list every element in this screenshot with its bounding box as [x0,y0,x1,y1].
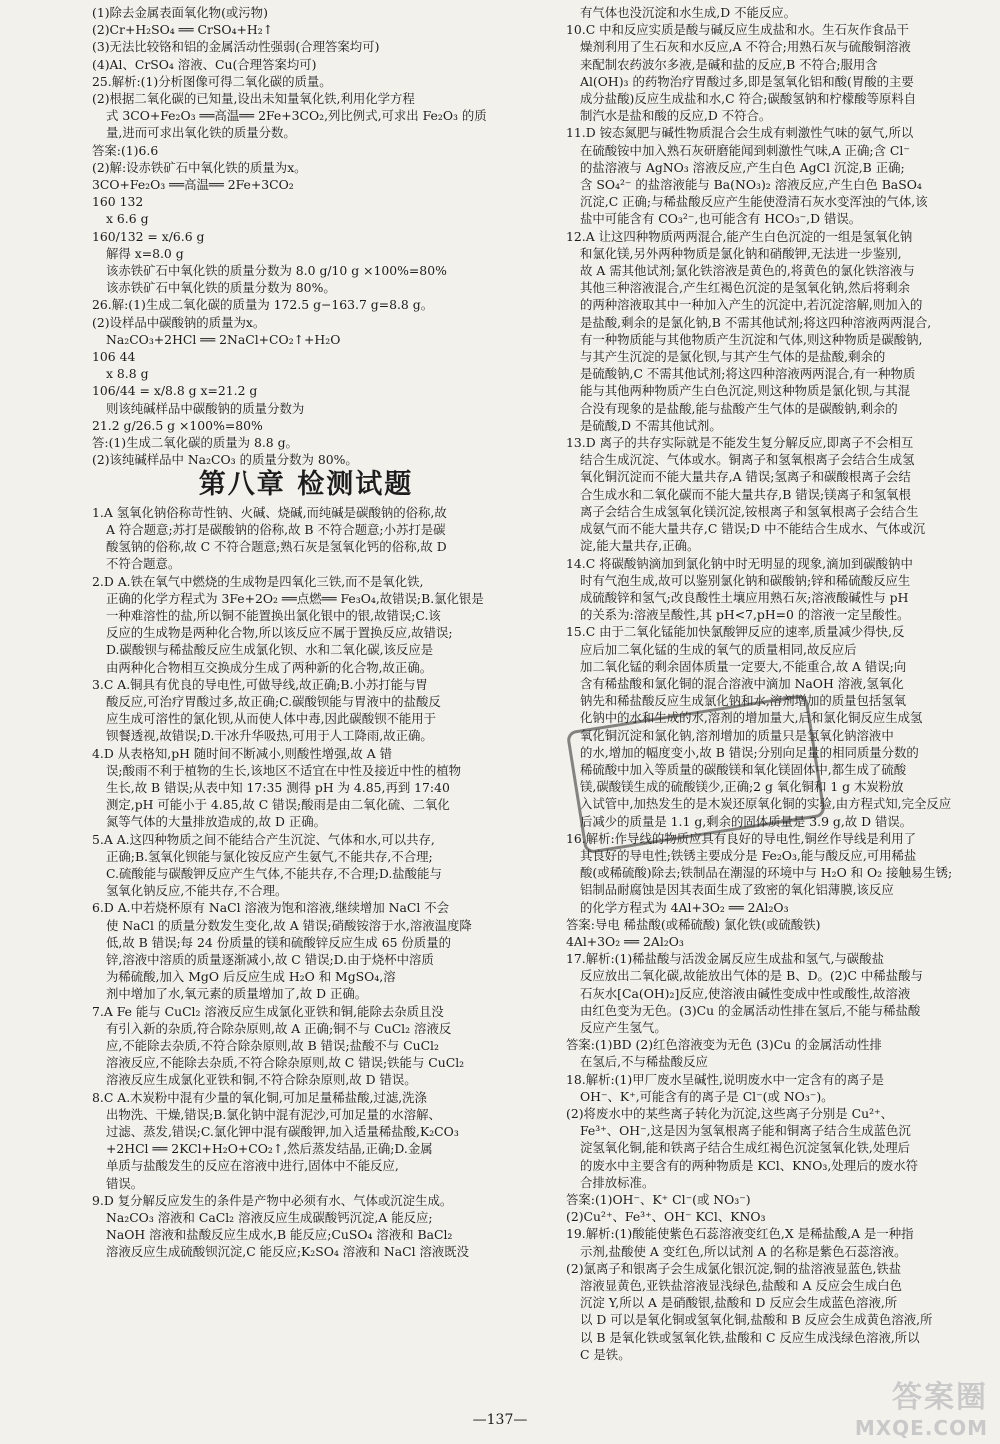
text-line: +2HCl ══ 2KCl+H₂O+CO₂↑,然后蒸发结晶,正确;D.金属 [106,1141,433,1157]
text-line: 由红色变为无色。(3)Cu 的金属活动性排在氢后,不能与稀盐酸 [580,1002,921,1018]
text-line: 量,进而可求出氧化铁的质量分数。 [106,125,296,141]
text-line: 稀硫酸中加入等质量的碳酸镁和氧化镁固体中,都生成了硫酸 [580,761,907,777]
text-line: 入试管中,加热发生的是木炭还原氧化铜的实验,由方程式知,完全反应 [580,796,952,812]
text-line: 与其产生沉淀的是氯化钡,与其产生气体的是盐酸,剩余的 [580,349,886,365]
text-line: 其良好的导电性;铁锈主要成分是 Fe₂O₃,能与酸反应,可用稀盐 [580,847,917,863]
text-line: 反应的生成物是两种化合物,所以该反应不属于置换反应,故错误; [106,625,453,641]
text-line: C 是铁。 [580,1346,631,1362]
text-line: 的盐溶液与 AgNO₃ 溶液反应,产生白色 AgCl 沉淀,B 正确; [580,159,905,175]
text-line: 一种难溶性的盐,所以铜不能置换出氯化银中的银,故错误;C.该 [106,607,441,623]
text-line: 10.C 中和反应实质是酸与碱反应生成盐和水。生石灰作食品干 [566,22,909,38]
text-line: 氧化铜沉淀而不能大量共存,A 错误;氢离子和碳酸根离子会结 [580,469,911,485]
text-line: (1)除去金属表面氧化物(或污物) [92,5,268,20]
text-line: 在氢后,不与稀盐酸反应 [580,1054,708,1070]
text-line: 误;酸雨不利于植物的生长,该地区不适宜在中性及接近中性的植物 [106,762,462,778]
text-line: 过滤、蒸发,错误;C.氯化钾中混有碳酸钾,加入适量稀盐酸,K₂CO₃ [106,1124,459,1139]
text-line: 成分盐酸)反应生成盐和水,C 符合;碳酸氢钠和柠檬酸等原料自 [580,91,917,107]
text-line: 溶液反应生成氯化亚铁和铜,不符合除杂原则,故 D 错误。 [106,1072,417,1088]
text-line: 14.C 将碳酸钠滴加到氯化钠中时无明显的现象,滴加到碳酸钠中 [566,555,913,571]
text-line: 淀氢氧化铜,能和铁离子结合生成红褐色沉淀氢氧化铁,处理后 [580,1140,911,1156]
text-line: 是盐酸,剩余的是氯化钠,B 不需其他试剂;将这四种溶液两两混合, [580,314,932,330]
text-line: 应后加二氧化锰的生成的氧气的质量相同,故反应后 [580,641,857,657]
text-line: 镁,碳酸镁生成的硫酸镁少,正确;2 g 氧化铜和 1 g 木炭粉放 [580,779,904,795]
text-line: 含 SO₄²⁻ 的盐溶液能与 Ba(NO₃)₂ 溶液反应,产生白色 BaSO₄ [580,177,922,193]
text-line: 的废水中主要含有的两种物质是 KCl、KNO₃,处理后的废水符 [580,1157,919,1173]
text-line: 错误。 [106,1175,144,1191]
text-line: 式 3CO+Fe₂O₃ ══高温══ 2Fe+3CO₂,列比例式,可求出 Fe₂O₃ 的质 [106,108,487,124]
text-line: x 6.6 g [106,211,149,227]
text-line: 反应放出二氧化碳,故能放出气体的是 B、D。(2)C 中稀盐酸与 [580,968,923,984]
text-line: (2)该纯碱样品中 Na₂CO₃ 的质量分数为 80%。 [92,452,358,468]
text-line: 应,不能除去杂质,不符合除杂原则,故 B 错误;盐酸不与 CuCl₂ [106,1037,439,1053]
text-line: OH⁻、K⁺,可能含有的离子是 Cl⁻(或 NO₃⁻)。 [580,1088,834,1104]
text-line: 示剂,盐酸使 A 变红色,所以试剂 A 的名称是紫色石蕊溶液。 [580,1243,907,1259]
right-answers [566,4,978,1363]
text-line: 沉淀,C 正确;与稀盐酸反应产生能使澄清石灰水变浑浊的气体,该 [580,194,928,210]
text-line: 酸反应,可治疗胃酸过多,故正确;C.碳酸钡能与胃液中的盐酸反 [106,693,441,709]
text-line: 燥剂利用了生石灰和水反应,A 不符合;用熟石灰与硫酸铜溶液 [580,39,911,55]
text-line: 测定,pH 可能小于 4.85,故 C 错误;酸雨是由二氧化硫、二氧化 [106,797,450,813]
text-line: 的两种溶液取其中一种加入产生的沉淀中,若沉淀溶解,则加入的 [580,297,923,313]
text-line: 有一种物质能与其他物质产生沉淀和气体,则这种物质是碳酸钠, [580,331,923,347]
text-line: 合生成水和二氧化碳而不能大量共存,B 错误;镁离子和氢氧根 [580,486,911,502]
text-line: 8.C A.木炭粉中混有少量的氧化铜,可加足量稀盐酸,过滤,洗涤 [92,1089,427,1105]
text-line: 该赤铁矿石中氧化铁的质量分数为 8.0 g/10 g ×100%=80% [106,263,447,279]
text-line: 是硫酸钠,C 不需其他试剂;将这四种溶液两两混合,有一种物质 [580,366,916,382]
text-line: 12.A 让这四种物质两两混合,能产生白色沉淀的一组是氢氧化钠 [566,228,913,244]
text-line: 故 A 需其他试剂;氯化铁溶液是黄色的,将黄色的氯化铁溶液与 [580,263,915,279]
text-line: 5.A A.这四种物质之间不能结合产生沉淀、气体和水,可以共存, [92,831,435,847]
text-line: 低,故 B 错误;每 24 份质量的镁和硫酸锌反应生成 65 份质量的 [106,934,451,950]
text-line: 的化学方程式为 4Al+3O₂ ══ 2Al₂O₃ [580,899,789,915]
text-line: (2)氯离子和银离子会生成氯化银沉淀,铜的盐溶液显蓝色,铁盐 [566,1260,902,1276]
text-line: 铝制品耐腐蚀是因其表面生成了致密的氧化铝薄膜,该反应 [580,882,894,898]
text-line: (2)解:设赤铁矿石中氧化铁的质量为x。 [92,159,307,175]
text-line: Na₂CO₃+2HCl ══ 2NaCl+CO₂↑+H₂O [106,331,341,347]
text-line: 25.解析:(1)分析图像可得二氧化碳的质量。 [92,73,332,89]
text-line: 钠先和稀盐酸反应生成氯化钠和水,溶剂增加的质量包括氢氧 [580,693,907,709]
text-line: 淀,能大量共存,正确。 [580,538,700,554]
text-line: 溶液反应,不能除去杂质,不符合除杂原则,故 C 错误;铁能与 CuCl₂ [106,1055,465,1071]
text-line: 由两种化合物相互交换成分生成了两种新的化合物,故正确。 [106,659,433,675]
text-line: 和氯化镁,另外两种物质是氯化钠和硝酸钾,无法进一步鉴别, [580,245,902,261]
text-line: Al(OH)₃ 的药物治疗胃酸过多,即是氢氧化铝和酸(胃酸的主要 [580,73,914,89]
text-line: 18.解析:(1)甲厂废水呈碱性,说明废水中一定含有的离子是 [566,1071,884,1087]
text-line: 溶液显黄色,亚铁盐溶液显浅绿色,盐酸和 A 反应会生成白色 [580,1278,903,1294]
text-line: 以 B 是氧化铁或氢氧化铁,盐酸和 C 反应生成浅绿色溶液,所以 [580,1329,920,1345]
text-line: 106 44 [92,349,136,365]
text-line: x 8.8 g [106,366,149,382]
text-line: (2)根据二氧化碳的已知量,设出未知量氧化铁,利用化学方程 [92,91,415,107]
text-line: 结合生成沉淀、气体或水。铜离子和氢氧根离子会结合生成氢 [580,452,915,468]
text-line: 160/132 = x/6.6 g [92,228,205,244]
text-line: 盐中可能含有 CO₃²⁻,也可能含有 HCO₃⁻,D 错误。 [580,211,862,227]
text-line: 13.D 离子的共存实际就是不能发生复分解反应,即离子不会相互 [566,435,914,451]
text-line: 答案:(1)6.6 [92,142,159,158]
text-line: D.碳酸钡与稀盐酸反应生成氯化钡、水和二氧化碳,该反应是 [106,642,434,658]
text-line: 溶液反应生成硫酸钡沉淀,C 能反应;K₂SO₄ 溶液和 NaCl 溶液既没 [106,1244,470,1260]
text-line: 解得 x=8.0 g [106,245,184,261]
page-number: —137— [472,1412,528,1428]
text-line: 答案:(1)BD (2)红色溶液变为无色 (3)Cu 的金属活动性排 [566,1037,882,1053]
text-line: 26.解:(1)生成二氧化碳的质量为 172.5 g−163.7 g=8.8 g。 [92,297,434,313]
text-line: 有气体也没沉淀和水生成,D 不能反应。 [580,5,797,20]
text-line: 成硫酸锌和氢气;改良酸性土壤应用熟石灰;溶液酸碱性与 pH [580,589,909,605]
text-line: 单质与盐酸发生的反应在溶液中进行,固体中不能反应, [106,1158,399,1174]
text-line: 石灰水[Ca(OH)₂]反应,使溶液由碱性变成中性或酸性,故溶液 [580,985,911,1001]
left-column [92,4,520,1261]
left-answers-part1 [92,4,520,468]
right-column [566,4,978,1363]
text-line: 则该纯碱样品中碳酸钠的质量分数为 [106,400,305,416]
text-line: 离子会结合生成氢氧化镁沉淀,铵根离子和氢氧根离子会结合生 [580,503,919,519]
text-line: 成氨气而不能大量共存,C 错误;D 中不能结合生成水、气体或沉 [580,521,926,537]
watermark-logo-text: 答案圈 [892,1380,988,1415]
text-line: 使 NaCl 的质量分数发生变化,故 A 错误;硝酸铵溶于水,溶液温度降 [106,917,472,933]
text-line: 9.D 复分解反应发生的条件是产物中必须有水、气体或沉淀生成。 [92,1192,453,1208]
text-line: 2.D A.铁在氧气中燃烧的生成物是四氧化三铁,而不是氧化铁, [92,573,424,589]
text-line: 后减少的质量是 1.1 g,剩余的固体质量是 3.9 g,故 D 错误。 [580,813,913,829]
text-line: NaOH 溶液和盐酸反应生成水,B 能反应;CuSO₄ 溶液和 BaCl₂ [106,1227,453,1243]
text-line: 酸(或稀硫酸)除去;铁制品在潮湿的环境中与 H₂O 和 O₂ 接触易生锈; [580,865,953,881]
watermark-url: MXQE.COM [854,1416,988,1440]
text-line: 答案:导电 稀盐酸(或稀硫酸) 氯化铁(或硫酸铁) [566,916,821,932]
text-line: Na₂CO₃ 溶液和 CaCl₂ 溶液反应生成碳酸钙沉淀,A 能反应; [106,1210,433,1226]
text-line: (2)将废水中的某些离子转化为沉淀,这些离子分别是 Cu²⁺、 [566,1106,893,1121]
text-line: 答案:(1)OH⁻、K⁺ Cl⁻(或 NO₃⁻) [566,1192,751,1208]
text-line: 3CO+Fe₂O₃ ══高温══ 2Fe+3CO₂ [92,177,294,193]
left-answers-part2 [92,504,520,1261]
text-line: 合排放标准。 [580,1174,655,1190]
text-line: 16.解析:作导线的物质应具有良好的导电性,铜丝作导线是利用了 [566,830,916,846]
text-line: 应生成可溶性的氯化钡,从而使人体中毒,因此碳酸钡不能用于 [106,711,437,727]
text-line: 不符合题意。 [106,556,181,572]
text-line: 其他三种溶液混合,产生红褐色沉淀的是氢氧化钠,然后将剩余 [580,280,911,296]
text-line: Fe³⁺、OH⁻,这是因为氢氧根离子能和铜离子结合生成蓝色沉 [580,1123,911,1139]
text-line: 酸氢钠的俗称,故 C 不符合题意;熟石灰是氢氧化钙的俗称,故 D [106,539,447,555]
text-line: 为稀硫酸,加入 MgO 后反应生成 H₂O 和 MgSO₄,溶 [106,969,396,985]
text-line: 锌,溶液中溶质的质量逐渐减小,故 C 错误;D.由于烧杯中溶质 [106,951,434,967]
text-line: 17.解析:(1)稀盐酸与活泼金属反应生成盐和氢气,与碳酸盐 [566,951,884,967]
text-line: 来配制农药波尔多液,是碱和盐的反应,B 不符合;服用含 [580,56,878,72]
text-line: A 符合题意;苏打是碳酸钠的俗称,故 B 不符合题意;小苏打是碳 [106,521,446,537]
text-line: 正确的化学方程式为 3Fe+2O₂ ══点燃══ Fe₃O₄,故错误;B.氯化银是 [106,590,484,606]
text-line: 4.D 从表格知,pH 随时间不断减小,则酸性增强,故 A 错 [92,745,393,761]
text-line: 以 D 可以是氧化铜或氢氧化铜,盐酸和 B 反应会生成黄色溶液,所 [580,1312,933,1328]
text-line: 160 132 [92,194,144,210]
text-line: 的水,增加的幅度变小,故 B 错误;分别向足量的相同质量分数的 [580,744,919,760]
text-line: 1.A 氢氧化钠俗称苛性钠、火碱、烧碱,而纯碱是碳酸钠的俗称,故 [92,504,447,520]
text-line: 沉淀 Y,所以 A 是硝酸银,盐酸和 D 反应会生成蓝色溶液,所 [580,1295,898,1311]
text-line: 106/44 = x/8.8 g x=21.2 g [92,383,258,399]
text-line: 出物洗、干燥,错误;B.氯化钠中混有泥沙,可加足量的水溶解、 [106,1106,441,1122]
text-line: 生长,故 B 错误;从表中知 17:35 测得 pH 为 4.85,再到 17:40 [106,779,450,795]
text-line: 3.C A.铜具有优良的导电性,可做导线,故正确;B.小苏打能与胃 [92,676,428,692]
text-line: 7.A Fe 能与 CuCl₂ 溶液反应生成氯化亚铁和铜,能除去杂质且没 [92,1003,444,1019]
chapter-title: 第八章 检测试题 [198,469,414,501]
text-line: 4Al+3O₂ ══ 2Al₂O₃ [566,933,684,949]
text-line: 加二氧化锰的剩余固体质量一定要大,不能重合,故 A 错误;向 [580,658,907,674]
text-line: 制汽水是盐和酸的反应,D 不符合。 [580,108,772,124]
text-line: 能与其他两种物质产生白色沉淀,则这种物质是氯化钡,与其混 [580,383,911,399]
text-line: (2)Cr+H₂SO₄ ══ CrSO₄+H₂↑ [92,22,274,38]
text-line: 剂中增加了水,氧元素的质量增加了,故 D 正确。 [106,986,368,1002]
text-line: 在硫酸铵中加入熟石灰研磨能闻到刺激性气味,A 正确;含 Cl⁻ [580,142,910,158]
text-line: 答:(1)生成二氧化碳的质量为 8.8 g。 [92,435,298,451]
text-line: (4)Al、CrSO₄ 溶液、Cu(合理答案均可) [92,56,317,72]
text-line: 19.解析:(1)酸能使紫色石蕊溶液变红色,X 是稀盐酸,A 是一种指 [566,1226,914,1242]
text-line: 氮等气体的大量排放造成的,故 D 正确。 [106,814,326,830]
text-line: 有引入新的杂质,符合除杂原则,故 A 正确;铜不与 CuCl₂ 溶液反 [106,1020,452,1036]
text-line: (3)无法比较铬和铝的金属活动性强弱(合理答案均可) [92,39,380,55]
text-line: 钡餐透视,故错误;D.干冰升华吸热,可用于人工降雨,故正确。 [106,728,433,744]
text-line: C.硫酸能与碳酸钾反应产生气体,不能共存,不合理;D.盐酸能与 [106,865,442,881]
text-line: 含有稀盐酸和氯化铜的混合溶液中滴加 NaOH 溶液,氢氧化 [580,675,904,691]
text-line: 正确;B.氢氧化钡能与氯化铵反应产生氨气,不能共存,不合理; [106,848,433,864]
text-line: 该赤铁矿石中氧化铁的质量分数为 80%。 [106,280,336,296]
text-line: 6.D A.中若烧杯原有 NaCl 溶液为饱和溶液,继续增加 NaCl 不会 [92,900,450,916]
text-line: 氧化铜沉淀和氯化钠,溶剂增加的质量只是氢氧化钠溶液中 [580,727,894,743]
text-line: 合没有现象的是盐酸,能与盐酸产生气体的是碳酸钠,剩余的 [580,400,898,416]
text-line: 是硫酸,D 不需其他试剂。 [580,417,722,433]
text-line: 的关系为:溶液呈酸性,其 pH<7,pH=0 的溶液一定呈酸性。 [580,607,910,623]
text-line: 15.C 由于二氧化锰能加快氯酸钾反应的速率,质量减少得快,反 [566,624,905,640]
text-line: (2)设样品中碳酸钠的质量为x。 [92,314,266,330]
text-line: 21.2 g/26.5 g ×100%=80% [92,417,263,433]
text-line: 反应产生氢气。 [580,1019,667,1035]
site-watermark [855,1372,988,1440]
text-line: 11.D 铵态氮肥与碱性物质混合会生成有刺激性气味的氨气,所以 [566,125,914,141]
text-line: 化钠中的水和生成的水,溶剂的增加量大,后和氯化铜反应生成氢 [580,710,923,726]
text-line: (2)Cu²⁺、Fe³⁺、OH⁻ KCl、KNO₃ [566,1209,766,1225]
text-line: 时有气泡生成,故可以鉴别氯化钠和碳酸钠;锌和稀硫酸反应生 [580,572,911,588]
text-line: 氢氧化钠反应,不能共存,不合理。 [106,883,288,899]
